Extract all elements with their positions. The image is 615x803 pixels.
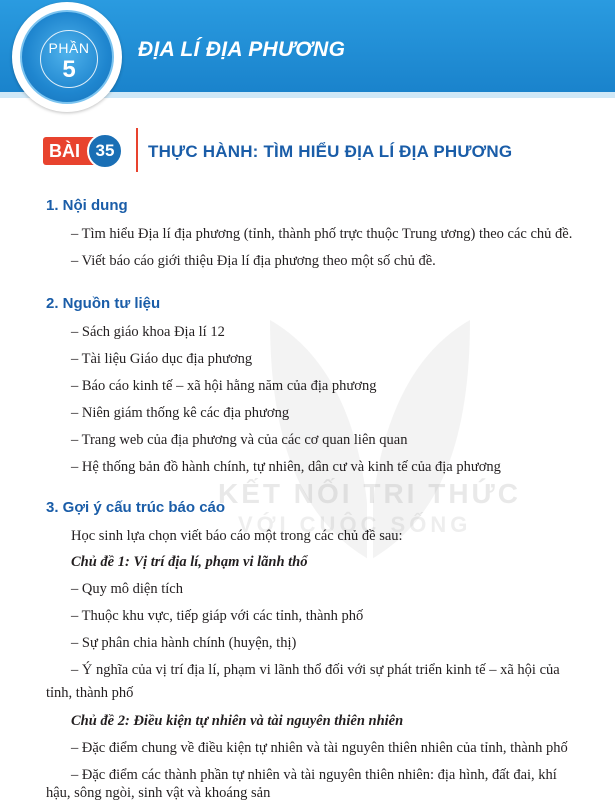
section-heading-content: 1. Nội dung xyxy=(46,197,128,214)
topic-1-item-wrap-cont: tỉnh, thành phố xyxy=(46,685,134,701)
lesson-tag xyxy=(43,133,139,169)
part-badge-ring xyxy=(20,10,114,104)
source-item: – Sách giáo khoa Địa lí 12 xyxy=(71,324,225,340)
structure-intro: Học sinh lựa chọn viết báo cáo một trong các chủ đề sau: xyxy=(71,528,403,544)
watermark-text: KẾT NỐI TRI THỨC xyxy=(218,478,521,509)
topic-1-item: – Quy mô diện tích xyxy=(71,581,183,597)
part-label: PHẦN xyxy=(48,40,90,56)
source-item: – Hệ thống bản đồ hành chính, tự nhiên, dân cư và kinh tế của địa phương xyxy=(71,459,501,475)
topic-2-title: Chủ đề 2: Điều kiện tự nhiên và tài nguyên thiên nhiên xyxy=(71,713,404,729)
section-heading-sources: 2. Nguồn tư liệu xyxy=(46,295,161,312)
source-item: – Tài liệu Giáo dục địa phương xyxy=(71,351,253,367)
topic-2-item-wrap: – Đặc điểm các thành phần tự nhiên và tài nguyên thiên nhiên: địa hình, đất đai, khí xyxy=(71,767,557,783)
topic-2-item-wrap-cont: hậu, sông ngòi, sinh vật và khoáng sản xyxy=(46,785,271,801)
lesson-number: 35 xyxy=(87,133,123,169)
content-item: – Viết báo cáo giới thiệu Địa lí địa phương theo một số chủ đề. xyxy=(71,253,436,269)
topic-2-item: – Đặc điểm chung về điều kiện tự nhiên và tài nguyên thiên nhiên của tỉnh, thành phố xyxy=(71,740,568,756)
section-heading-structure: 3. Gợi ý cấu trúc báo cáo xyxy=(46,499,226,516)
watermark-subtext: VỚI CUỘC SỐNG xyxy=(238,512,472,537)
part-number: 5 xyxy=(62,56,76,83)
topic-1-item-wrap: – Ý nghĩa của vị trí địa lí, phạm vi lãnh thổ đối với sự phát triển kinh tế – xã hội của xyxy=(71,662,560,678)
part-badge xyxy=(12,2,122,112)
lesson-title: THỰC HÀNH: TÌM HIỂU ĐỊA LÍ ĐỊA PHƯƠNG xyxy=(148,142,513,161)
topic-1-item: – Thuộc khu vực, tiếp giáp với các tỉnh, thành phố xyxy=(71,608,364,624)
source-item: – Trang web của địa phương và của các cơ quan liên quan xyxy=(71,432,408,448)
source-item: – Niên giám thống kê các địa phương xyxy=(71,405,290,421)
source-item: – Báo cáo kinh tế – xã hội hằng năm của địa phương xyxy=(71,378,377,394)
lesson-label: BÀI xyxy=(43,137,103,165)
topic-1-item: – Sự phân chia hành chính (huyện, thị) xyxy=(71,635,297,651)
content-item: – Tìm hiểu Địa lí địa phương (tỉnh, thành phố trực thuộc Trung ương) theo các chủ đề. xyxy=(71,226,573,242)
part-title: ĐỊA LÍ ĐỊA PHƯƠNG xyxy=(138,38,346,61)
lesson-divider xyxy=(136,128,138,172)
topic-1-title: Chủ đề 1: Vị trí địa lí, phạm vi lãnh thổ xyxy=(71,554,308,570)
